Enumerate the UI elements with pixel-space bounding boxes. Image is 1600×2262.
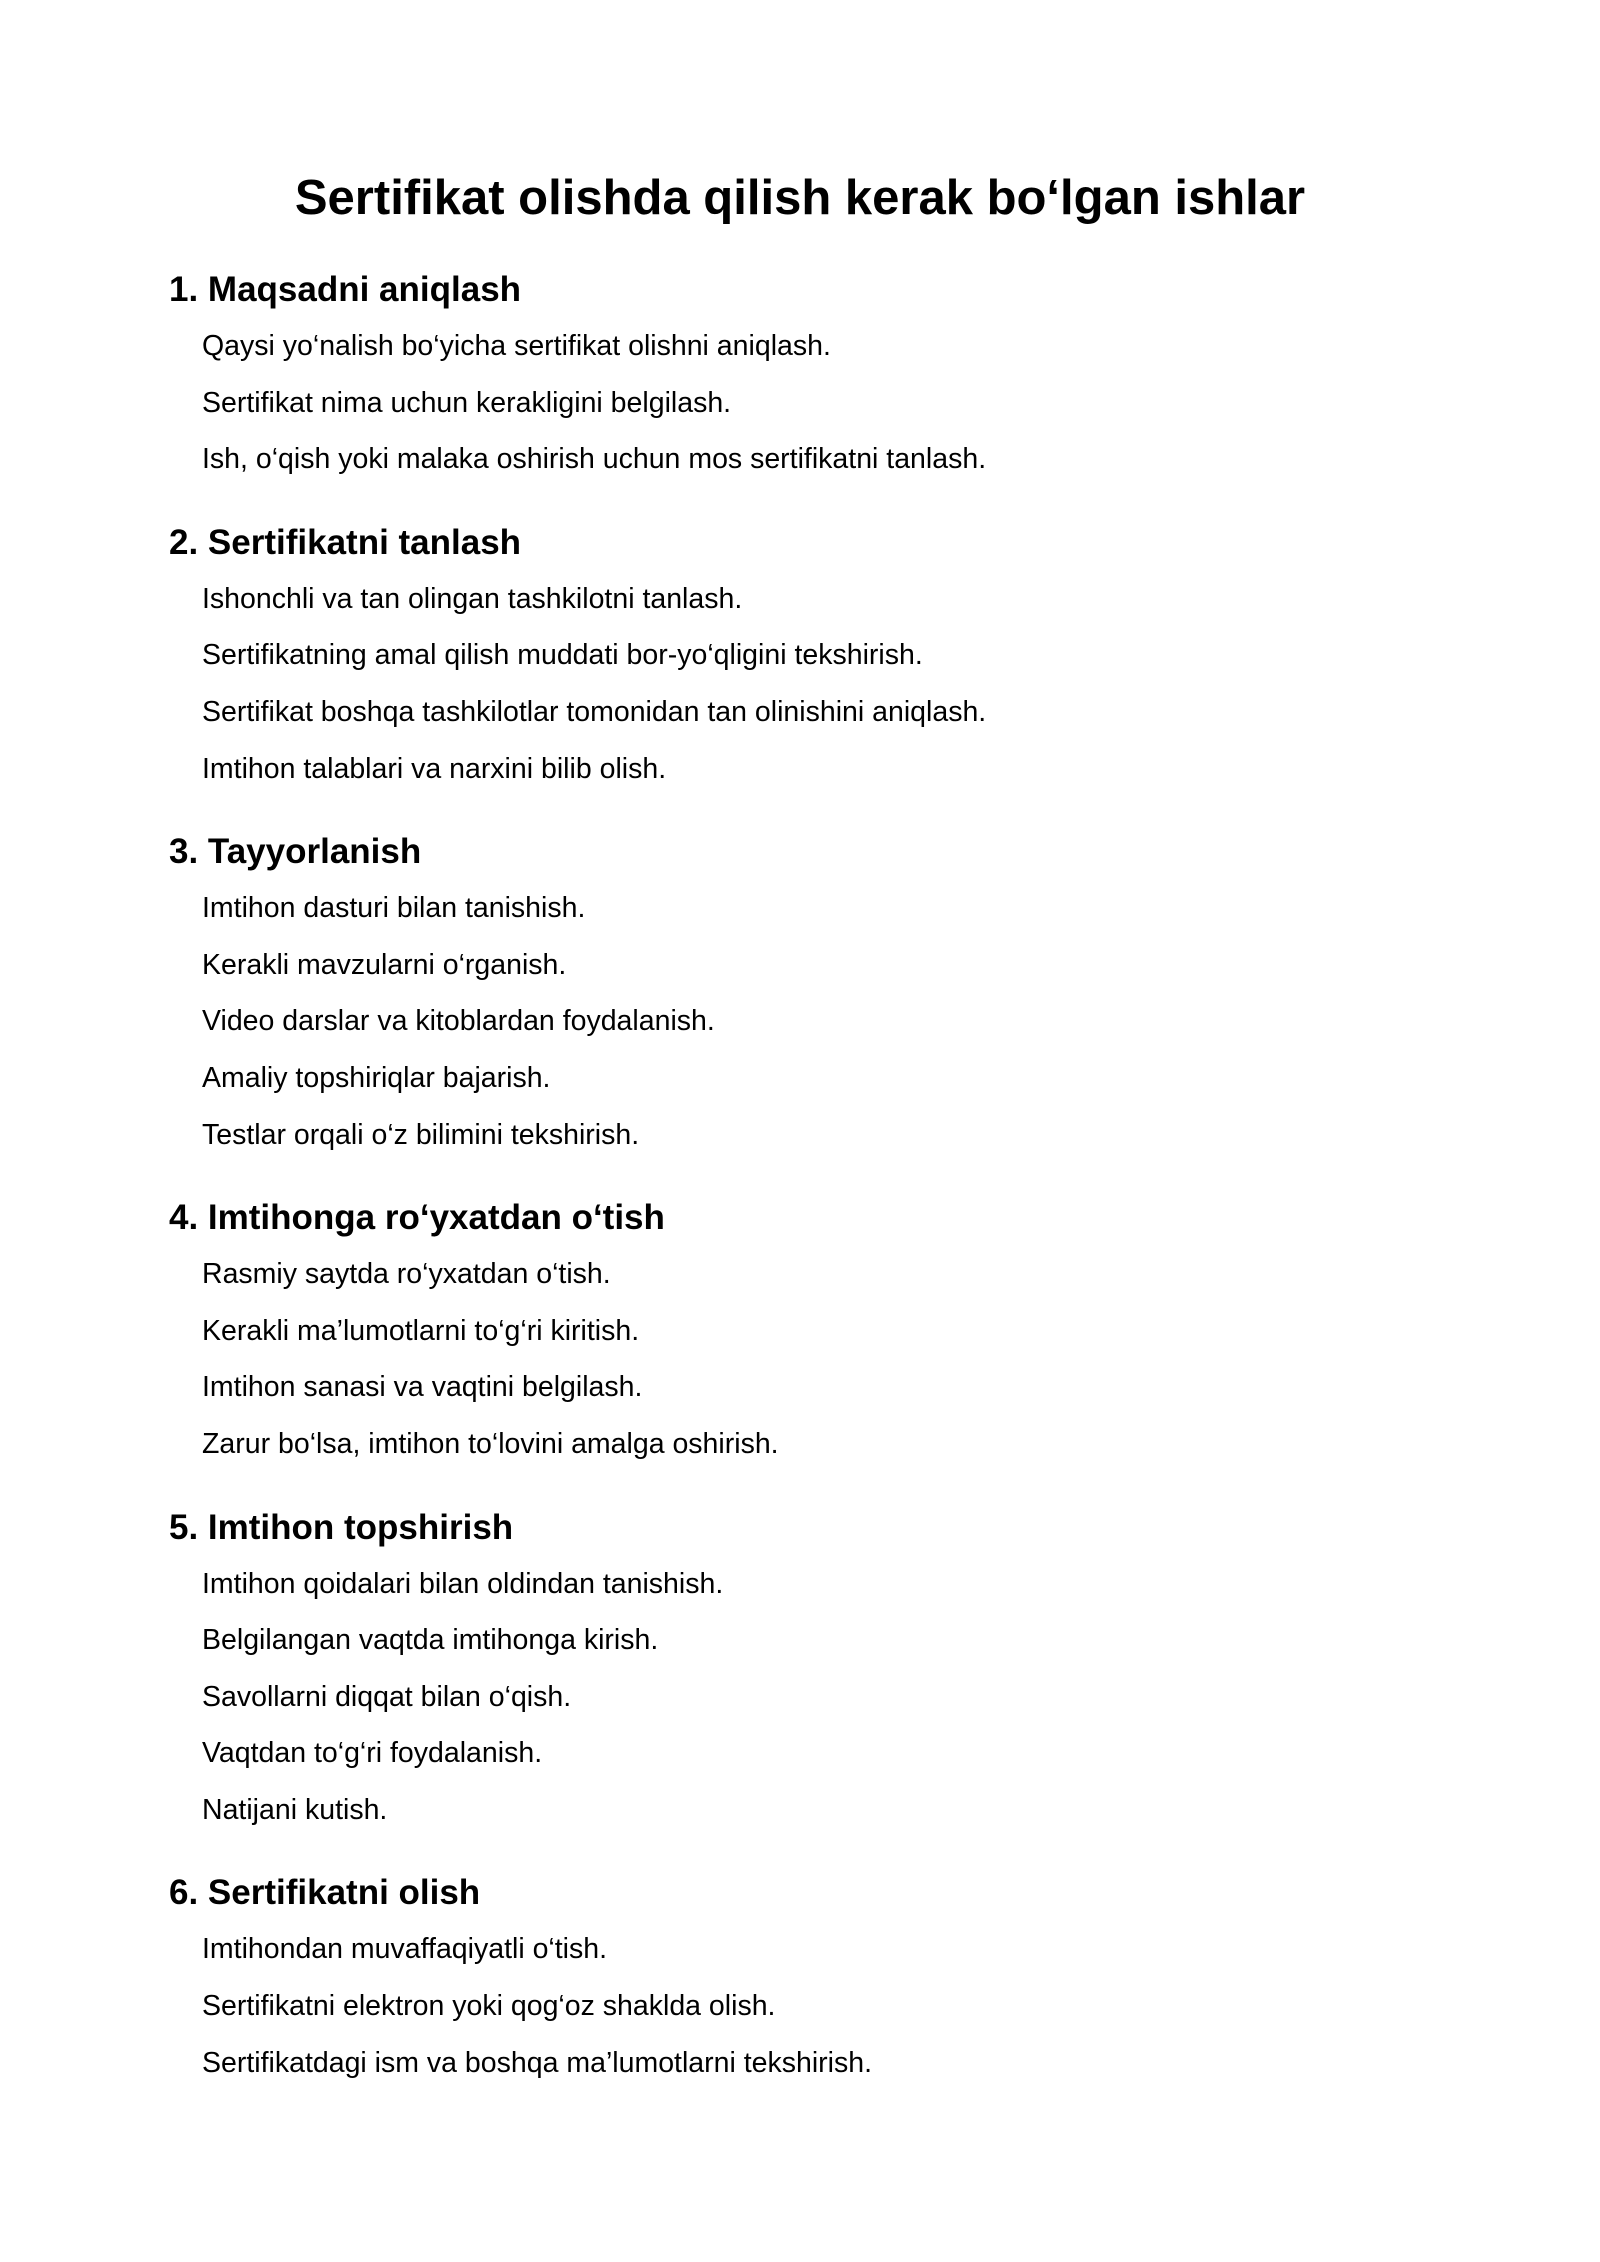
list-item: Sertifikat nima uchun kerakligini belgilash. bbox=[202, 386, 732, 419]
section-heading: 2. Sertifikatni tanlash bbox=[169, 522, 522, 562]
list-item: Imtihon sanasi va vaqtini belgilash. bbox=[202, 1371, 643, 1404]
section-heading: 4. Imtihonga ro‘yxatdan o‘tish bbox=[169, 1198, 665, 1238]
list-item: Qaysi yo‘nalish bo‘yicha sertifikat olishni aniqlash. bbox=[202, 330, 831, 362]
section-4 bbox=[169, 1190, 1469, 1472]
list-item: Sertifikatning amal qilish muddati bor-yo‘qligini tekshirish. bbox=[202, 639, 923, 672]
section-item-list bbox=[169, 880, 1469, 1163]
list-item: Amaliy topshiriqlar bajarish. bbox=[202, 1061, 551, 1094]
list-item: Natijani kutish. bbox=[202, 1793, 388, 1826]
section-6 bbox=[169, 1865, 1469, 2091]
section-5 bbox=[169, 1500, 1469, 1839]
list-item: Video darslar va kitoblardan foydalanish. bbox=[202, 1005, 715, 1038]
list-item: Imtihon qoidalari bilan oldindan tanishish. bbox=[202, 1567, 724, 1600]
list-item: Kerakli mavzularni o‘rganish. bbox=[202, 948, 567, 981]
section-item-list bbox=[169, 1921, 1469, 2091]
section-heading: 5. Imtihon topshirish bbox=[169, 1507, 514, 1547]
section-item-list bbox=[169, 1556, 1469, 1839]
section-heading: 3. Tayyorlanish bbox=[169, 832, 422, 872]
section-item-list bbox=[169, 1246, 1469, 1472]
list-item: Savollarni diqqat bilan o‘qish. bbox=[202, 1680, 572, 1713]
list-item: Ish, o‘qish yoki malaka oshirish uchun mos sertifikatni tanlash. bbox=[202, 443, 987, 476]
list-item: Sertifikat boshqa tashkilotlar tomonidan tan olinishini aniqlash. bbox=[202, 695, 987, 728]
list-item: Imtihon dasturi bilan tanishish. bbox=[202, 892, 586, 925]
section-1 bbox=[169, 262, 1469, 488]
list-item: Vaqtdan to‘g‘ri foydalanish. bbox=[202, 1737, 543, 1770]
section-heading: 6. Sertifikatni olish bbox=[169, 1873, 481, 1913]
list-item: Belgilangan vaqtda imtihonga kirish. bbox=[202, 1624, 659, 1657]
list-item: Zarur bo‘lsa, imtihon to‘lovini amalga oshirish. bbox=[202, 1427, 779, 1460]
section-item-list bbox=[169, 571, 1469, 797]
list-item: Imtihon talablari va narxini bilib olish. bbox=[202, 752, 667, 785]
section-3 bbox=[169, 824, 1469, 1163]
list-item: Sertifikatni elektron yoki qog‘oz shaklda olish. bbox=[202, 1990, 776, 2023]
document-title: Sertifikat olishda qilish kerak bo‘lgan ishlar bbox=[294, 171, 1306, 225]
list-item: Ishonchli va tan olingan tashkilotni tanlash. bbox=[202, 582, 743, 615]
list-item: Kerakli ma’lumotlarni to‘g‘ri kiritish. bbox=[202, 1314, 640, 1347]
section-2 bbox=[169, 515, 1469, 797]
list-item: Imtihondan muvaffaqiyatli o‘tish. bbox=[202, 1933, 608, 1966]
section-heading: 1. Maqsadni aniqlash bbox=[169, 270, 522, 309]
list-item: Rasmiy saytda ro‘yxatdan o‘tish. bbox=[202, 1258, 611, 1291]
list-item: Testlar orqali o‘z bilimini tekshirish. bbox=[202, 1118, 640, 1151]
section-item-list bbox=[169, 318, 1469, 488]
list-item: Sertifikatdagi ism va boshqa ma’lumotlarni tekshirish. bbox=[202, 2046, 873, 2079]
section-container bbox=[169, 262, 1469, 2118]
